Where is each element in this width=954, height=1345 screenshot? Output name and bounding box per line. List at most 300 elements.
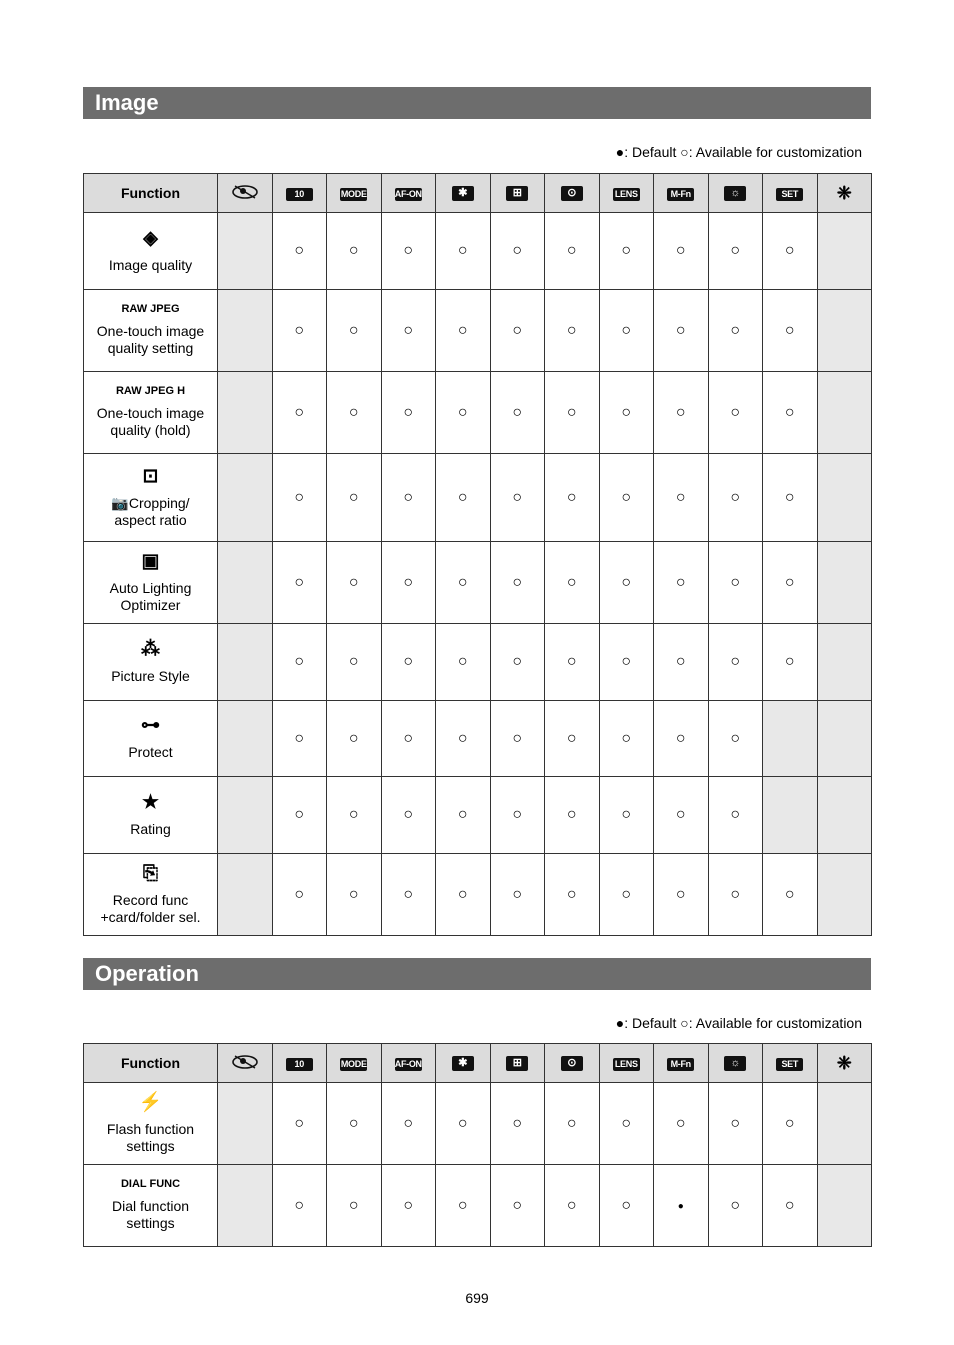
- availability-cell: [599, 542, 654, 624]
- table-row-cropping-aspect-ratio: [84, 454, 872, 542]
- column-header: [327, 1044, 382, 1083]
- availability-cell: [218, 1165, 273, 1247]
- available-mark: ○: [403, 488, 414, 506]
- m-fn-button-icon: M-Fn: [667, 188, 694, 201]
- availability-cell: [763, 701, 818, 777]
- ae-lock-button-icon: ✱: [452, 1056, 474, 1071]
- function-label: Protect: [128, 744, 173, 760]
- availability-cell: [381, 854, 436, 936]
- availability-cell: [327, 777, 382, 854]
- column-header: [436, 1044, 491, 1083]
- function-cell: [84, 290, 218, 372]
- availability-cell: [654, 854, 709, 936]
- availability-cell: [708, 372, 763, 454]
- available-mark: ○: [457, 806, 468, 823]
- availability-cell: [327, 624, 382, 701]
- available-mark: ○: [566, 1196, 577, 1214]
- af-point-button-icon: ⊞: [506, 1056, 528, 1071]
- availability-cell: [381, 701, 436, 777]
- availability-cell: [436, 701, 491, 777]
- availability-cell: [272, 854, 327, 936]
- available-mark: ○: [403, 403, 414, 421]
- available-mark: ○: [294, 321, 305, 339]
- available-mark: ○: [512, 1114, 523, 1132]
- function-label: Flash function: [106, 1120, 195, 1137]
- available-mark: ○: [730, 885, 741, 903]
- availability-cell: [817, 454, 872, 542]
- available-mark: ○: [512, 573, 523, 591]
- table-row-dial-function-settings: [84, 1165, 872, 1247]
- availability-cell: [490, 1165, 545, 1247]
- column-header: [490, 1044, 545, 1083]
- available-mark: ○: [621, 242, 632, 259]
- availability-cell: [763, 777, 818, 854]
- available-mark: ○: [566, 488, 577, 506]
- default-mark: ●: [677, 1201, 684, 1212]
- availability-cell: [817, 777, 872, 854]
- available-mark: ○: [403, 321, 414, 339]
- availability-cell: [763, 454, 818, 542]
- available-mark: ○: [512, 403, 523, 421]
- table-row-record-func-card-folder-sel: [84, 854, 872, 936]
- af-on-button-icon: AF-ON: [394, 1058, 422, 1069]
- mode-button-icon: MODE: [340, 188, 367, 199]
- available-mark: ○: [566, 806, 577, 823]
- available-mark: ○: [403, 242, 414, 259]
- function-cell: [84, 624, 218, 701]
- availability-cell: [490, 1083, 545, 1165]
- available-mark: ○: [621, 1196, 632, 1214]
- availability-cell: [708, 1165, 763, 1247]
- available-mark: ○: [348, 573, 359, 591]
- available-mark: ○: [403, 573, 414, 591]
- availability-cell: [599, 1083, 654, 1165]
- function-column-header: Function: [84, 174, 218, 213]
- availability-cell: [817, 213, 872, 290]
- function-label: Rating: [130, 820, 171, 837]
- available-mark: ○: [403, 1114, 414, 1132]
- availability-cell: [599, 1165, 654, 1247]
- column-header: [272, 174, 327, 213]
- lens-button-icon: LENS: [613, 188, 640, 201]
- column-header: [708, 174, 763, 213]
- available-mark: ○: [621, 321, 632, 339]
- available-mark: ○: [566, 403, 577, 421]
- available-mark: ○: [348, 653, 359, 670]
- column-header: [545, 174, 600, 213]
- available-mark: ○: [784, 242, 795, 259]
- column-header: [218, 1044, 273, 1083]
- table-row-flash-function-settings: [84, 1083, 872, 1165]
- available-mark: ○: [675, 573, 686, 591]
- available-mark: ○: [348, 1196, 359, 1214]
- available-mark: ○: [512, 1196, 523, 1214]
- available-mark: ○: [730, 242, 741, 259]
- column-header: [436, 174, 491, 213]
- available-mark: ○: [348, 488, 359, 506]
- column-header: [218, 174, 273, 213]
- availability-cell: [545, 213, 600, 290]
- availability-cell: [381, 290, 436, 372]
- availability-cell: [654, 777, 709, 854]
- page-number: 699: [465, 1290, 489, 1306]
- column-header: [599, 1044, 654, 1083]
- available-mark: ○: [784, 488, 795, 506]
- available-mark: ○: [730, 573, 741, 591]
- available-mark: ○: [294, 1196, 305, 1214]
- available-mark: ○: [784, 573, 795, 591]
- available-mark: ○: [348, 403, 359, 421]
- available-mark: ○: [566, 242, 577, 259]
- available-mark: ○: [784, 885, 795, 903]
- section-title-image: Image: [83, 87, 871, 119]
- function-cell: [84, 542, 218, 624]
- available-mark: ○: [730, 653, 741, 670]
- availability-cell: [327, 701, 382, 777]
- availability-cell: [708, 542, 763, 624]
- availability-cell: [654, 454, 709, 542]
- ae-lock-button-icon: ✱: [452, 186, 474, 201]
- function-label: Auto Lighting: [109, 579, 192, 596]
- availability-cell: [381, 213, 436, 290]
- function-cell: [84, 777, 218, 854]
- availability-cell: [599, 213, 654, 290]
- column-header: [654, 174, 709, 213]
- availability-cell: [272, 213, 327, 290]
- available-mark: ○: [457, 885, 468, 903]
- available-mark: ○: [675, 885, 686, 903]
- availability-cell: [436, 1165, 491, 1247]
- function-cell: [84, 701, 218, 777]
- available-mark: ○: [675, 321, 686, 339]
- availability-cell: [436, 1083, 491, 1165]
- section-title-operation: Operation: [83, 958, 871, 990]
- function-label: Dial function: [111, 1198, 190, 1214]
- availability-cell: [545, 1083, 600, 1165]
- availability-cell: [708, 777, 763, 854]
- availability-cell: [708, 290, 763, 372]
- availability-cell: [272, 1083, 327, 1165]
- function-cell: [84, 213, 218, 290]
- availability-cell: [272, 542, 327, 624]
- availability-cell: [218, 372, 273, 454]
- available-mark: ○: [730, 806, 741, 823]
- multi-function-button-icon: 10: [286, 188, 313, 201]
- available-mark: ○: [348, 1114, 359, 1132]
- column-header: [763, 174, 818, 213]
- availability-cell: [218, 1083, 273, 1165]
- raw-jpeg-hold-icon: RAW JPEG H: [115, 385, 186, 397]
- eye-sensor-icon: [231, 184, 259, 203]
- available-mark: ○: [566, 653, 577, 670]
- availability-cell: [599, 701, 654, 777]
- availability-cell: [599, 290, 654, 372]
- available-mark: ○: [403, 653, 414, 670]
- availability-cell: [599, 854, 654, 936]
- availability-cell: [327, 542, 382, 624]
- availability-cell: [654, 1083, 709, 1165]
- function-cell: [84, 1083, 218, 1165]
- availability-cell: [381, 1165, 436, 1247]
- availability-cell: [545, 542, 600, 624]
- available-mark: ○: [294, 806, 305, 823]
- available-mark: ○: [348, 729, 359, 747]
- image-quality-icon: ◈: [143, 227, 158, 249]
- availability-cell: [218, 777, 273, 854]
- availability-cell: [817, 542, 872, 624]
- depth-of-field-button-icon: ⊙: [561, 186, 583, 201]
- available-mark: ○: [675, 403, 686, 421]
- function-label: Image quality: [108, 256, 193, 273]
- depth-of-field-button-icon: ⊙: [561, 1056, 583, 1071]
- column-header: [708, 1044, 763, 1083]
- available-mark: ○: [457, 729, 468, 747]
- availability-cell: [817, 701, 872, 777]
- availability-cell: [763, 624, 818, 701]
- availability-cell: [490, 542, 545, 624]
- availability-cell: [490, 854, 545, 936]
- function-label: quality setting: [107, 340, 194, 356]
- legend-image: ●: Default ○: Available for customization: [615, 144, 862, 160]
- available-mark: ○: [457, 242, 468, 259]
- availability-cell: [218, 213, 273, 290]
- availability-cell: [708, 213, 763, 290]
- available-mark: ○: [457, 653, 468, 670]
- availability-cell: [545, 372, 600, 454]
- available-mark: ○: [512, 488, 523, 506]
- function-label: Record func: [112, 891, 189, 908]
- availability-cell: [763, 372, 818, 454]
- available-mark: ○: [784, 1196, 795, 1214]
- function-label: One-touch image: [96, 405, 205, 421]
- function-label: Optimizer: [120, 596, 181, 613]
- function-cell: [84, 854, 218, 936]
- m-fn-button-icon: M-Fn: [667, 1058, 694, 1071]
- function-label: One-touch image: [96, 323, 205, 339]
- availability-cell: [545, 701, 600, 777]
- availability-cell: [708, 454, 763, 542]
- function-label: quality (hold): [110, 422, 191, 438]
- available-mark: ○: [730, 403, 741, 421]
- star-icon: ★: [141, 791, 160, 813]
- multi-controller-icon: ❈: [836, 1052, 852, 1073]
- availability-cell: [327, 1165, 382, 1247]
- available-mark: ○: [566, 573, 577, 591]
- available-mark: ○: [730, 1196, 741, 1214]
- availability-cell: [763, 1083, 818, 1165]
- table-row-one-touch-image-quality-setting: [84, 290, 872, 372]
- available-mark: ○: [457, 321, 468, 339]
- function-label: settings: [126, 1137, 175, 1154]
- available-mark: ○: [675, 729, 686, 747]
- available-mark: ○: [512, 885, 523, 903]
- raw-jpeg-icon: RAW JPEG: [121, 303, 180, 315]
- availability-cell: [490, 372, 545, 454]
- availability-cell: [599, 454, 654, 542]
- function-cell: [84, 372, 218, 454]
- availability-cell: [490, 213, 545, 290]
- availability-cell: [817, 624, 872, 701]
- column-header: [817, 1044, 872, 1083]
- availability-cell: [436, 624, 491, 701]
- availability-cell: [272, 372, 327, 454]
- function-label: settings: [126, 1215, 175, 1231]
- flash-icon: ⚡: [138, 1091, 163, 1113]
- column-header: [763, 1044, 818, 1083]
- availability-cell: [545, 1165, 600, 1247]
- availability-cell: [817, 290, 872, 372]
- available-mark: ○: [675, 242, 686, 259]
- column-header: [817, 174, 872, 213]
- availability-cell: [817, 854, 872, 936]
- available-mark: ○: [512, 242, 523, 259]
- availability-cell: [436, 777, 491, 854]
- availability-cell: [327, 1083, 382, 1165]
- function-column-header: Function: [84, 1044, 218, 1083]
- available-mark: ○: [512, 321, 523, 339]
- availability-cell: [381, 542, 436, 624]
- available-mark: ○: [512, 653, 523, 670]
- availability-cell: [381, 372, 436, 454]
- eye-sensor-icon: [231, 1054, 259, 1073]
- column-header: [545, 1044, 600, 1083]
- availability-cell: [545, 854, 600, 936]
- availability-cell: [654, 624, 709, 701]
- availability-cell: [817, 1083, 872, 1165]
- key-icon: ⊶: [141, 715, 160, 736]
- available-mark: ○: [621, 806, 632, 823]
- available-mark: ○: [566, 1114, 577, 1132]
- availability-cell: [436, 854, 491, 936]
- availability-cell: [436, 290, 491, 372]
- available-mark: ○: [457, 1196, 468, 1214]
- availability-cell: [272, 624, 327, 701]
- availability-cell: [272, 290, 327, 372]
- table-row-picture-style: [84, 624, 872, 701]
- availability-cell: [599, 624, 654, 701]
- availability-cell: [436, 213, 491, 290]
- function-cell: [84, 454, 218, 542]
- multi-function-button-icon: 10: [286, 1058, 313, 1071]
- availability-cell: [436, 454, 491, 542]
- availability-cell: [490, 701, 545, 777]
- availability-cell: [272, 777, 327, 854]
- set-button-icon: SET: [776, 188, 803, 201]
- function-label: +card/folder sel.: [100, 908, 201, 925]
- availability-cell: [490, 777, 545, 854]
- availability-cell: [218, 542, 273, 624]
- available-mark: ○: [675, 806, 686, 823]
- auto-lighting-optimizer-icon: ▣: [141, 550, 160, 572]
- column-header: [381, 174, 436, 213]
- available-mark: ○: [294, 729, 305, 747]
- picture-style-icon: ⁂: [141, 638, 160, 660]
- availability-cell: [545, 777, 600, 854]
- availability-cell: [545, 290, 600, 372]
- available-mark: ○: [512, 806, 523, 823]
- available-mark: ○: [675, 653, 686, 670]
- availability-cell: [327, 454, 382, 542]
- available-mark: ○: [784, 1114, 795, 1132]
- available-mark: ○: [675, 1114, 686, 1132]
- operation-function-table: [83, 1043, 872, 1247]
- availability-cell: [327, 372, 382, 454]
- availability-cell: [654, 542, 709, 624]
- availability-cell: [763, 854, 818, 936]
- available-mark: ○: [566, 321, 577, 339]
- mode-button-icon: MODE: [340, 1058, 367, 1069]
- availability-cell: [763, 542, 818, 624]
- function-label: aspect ratio: [114, 511, 187, 528]
- availability-cell: [708, 854, 763, 936]
- available-mark: ○: [294, 573, 305, 591]
- af-point-button-icon: ⊞: [506, 186, 528, 201]
- available-mark: ○: [621, 488, 632, 506]
- available-mark: ○: [784, 653, 795, 670]
- availability-cell: [654, 701, 709, 777]
- available-mark: ○: [457, 488, 468, 506]
- table-row-rating: [84, 777, 872, 854]
- table-row-protect: [84, 701, 872, 777]
- available-mark: ○: [566, 729, 577, 747]
- availability-cell: [381, 624, 436, 701]
- availability-cell: [272, 1165, 327, 1247]
- lcd-illumination-button-icon: ☼: [724, 186, 746, 201]
- image-function-table: [83, 173, 872, 936]
- availability-cell: [218, 290, 273, 372]
- column-header: [327, 174, 382, 213]
- available-mark: ○: [457, 573, 468, 591]
- multi-controller-icon: ❈: [836, 182, 852, 203]
- availability-cell: [708, 701, 763, 777]
- available-mark: ○: [294, 242, 305, 259]
- available-mark: ○: [348, 806, 359, 823]
- available-mark: ○: [403, 1196, 414, 1214]
- availability-cell: [763, 1165, 818, 1247]
- availability-cell: [327, 213, 382, 290]
- availability-cell: [654, 213, 709, 290]
- availability-cell: [817, 1165, 872, 1247]
- availability-cell: [708, 1083, 763, 1165]
- available-mark: ○: [512, 729, 523, 747]
- availability-cell: [763, 290, 818, 372]
- available-mark: ○: [403, 729, 414, 747]
- available-mark: ○: [348, 242, 359, 259]
- availability-cell: [218, 624, 273, 701]
- table-row-image-quality: [84, 213, 872, 290]
- available-mark: ○: [294, 488, 305, 506]
- available-mark: ○: [294, 403, 305, 421]
- cropping-icon: ⊡: [142, 465, 159, 487]
- available-mark: ○: [566, 885, 577, 903]
- table-header-row: [84, 1044, 872, 1083]
- available-mark: ○: [457, 403, 468, 421]
- column-header: [490, 174, 545, 213]
- availability-cell: [599, 372, 654, 454]
- availability-cell: [545, 624, 600, 701]
- availability-cell: [436, 372, 491, 454]
- availability-cell: [654, 290, 709, 372]
- available-mark: ○: [730, 488, 741, 506]
- availability-cell: [654, 372, 709, 454]
- dial-func-icon: DIAL FUNC: [120, 1178, 181, 1190]
- af-on-button-icon: AF-ON: [394, 188, 422, 199]
- function-cell: [84, 1165, 218, 1247]
- availability-cell: [218, 701, 273, 777]
- card-folder-icon: ⎘: [142, 862, 159, 884]
- availability-cell: [436, 542, 491, 624]
- available-mark: ○: [348, 321, 359, 339]
